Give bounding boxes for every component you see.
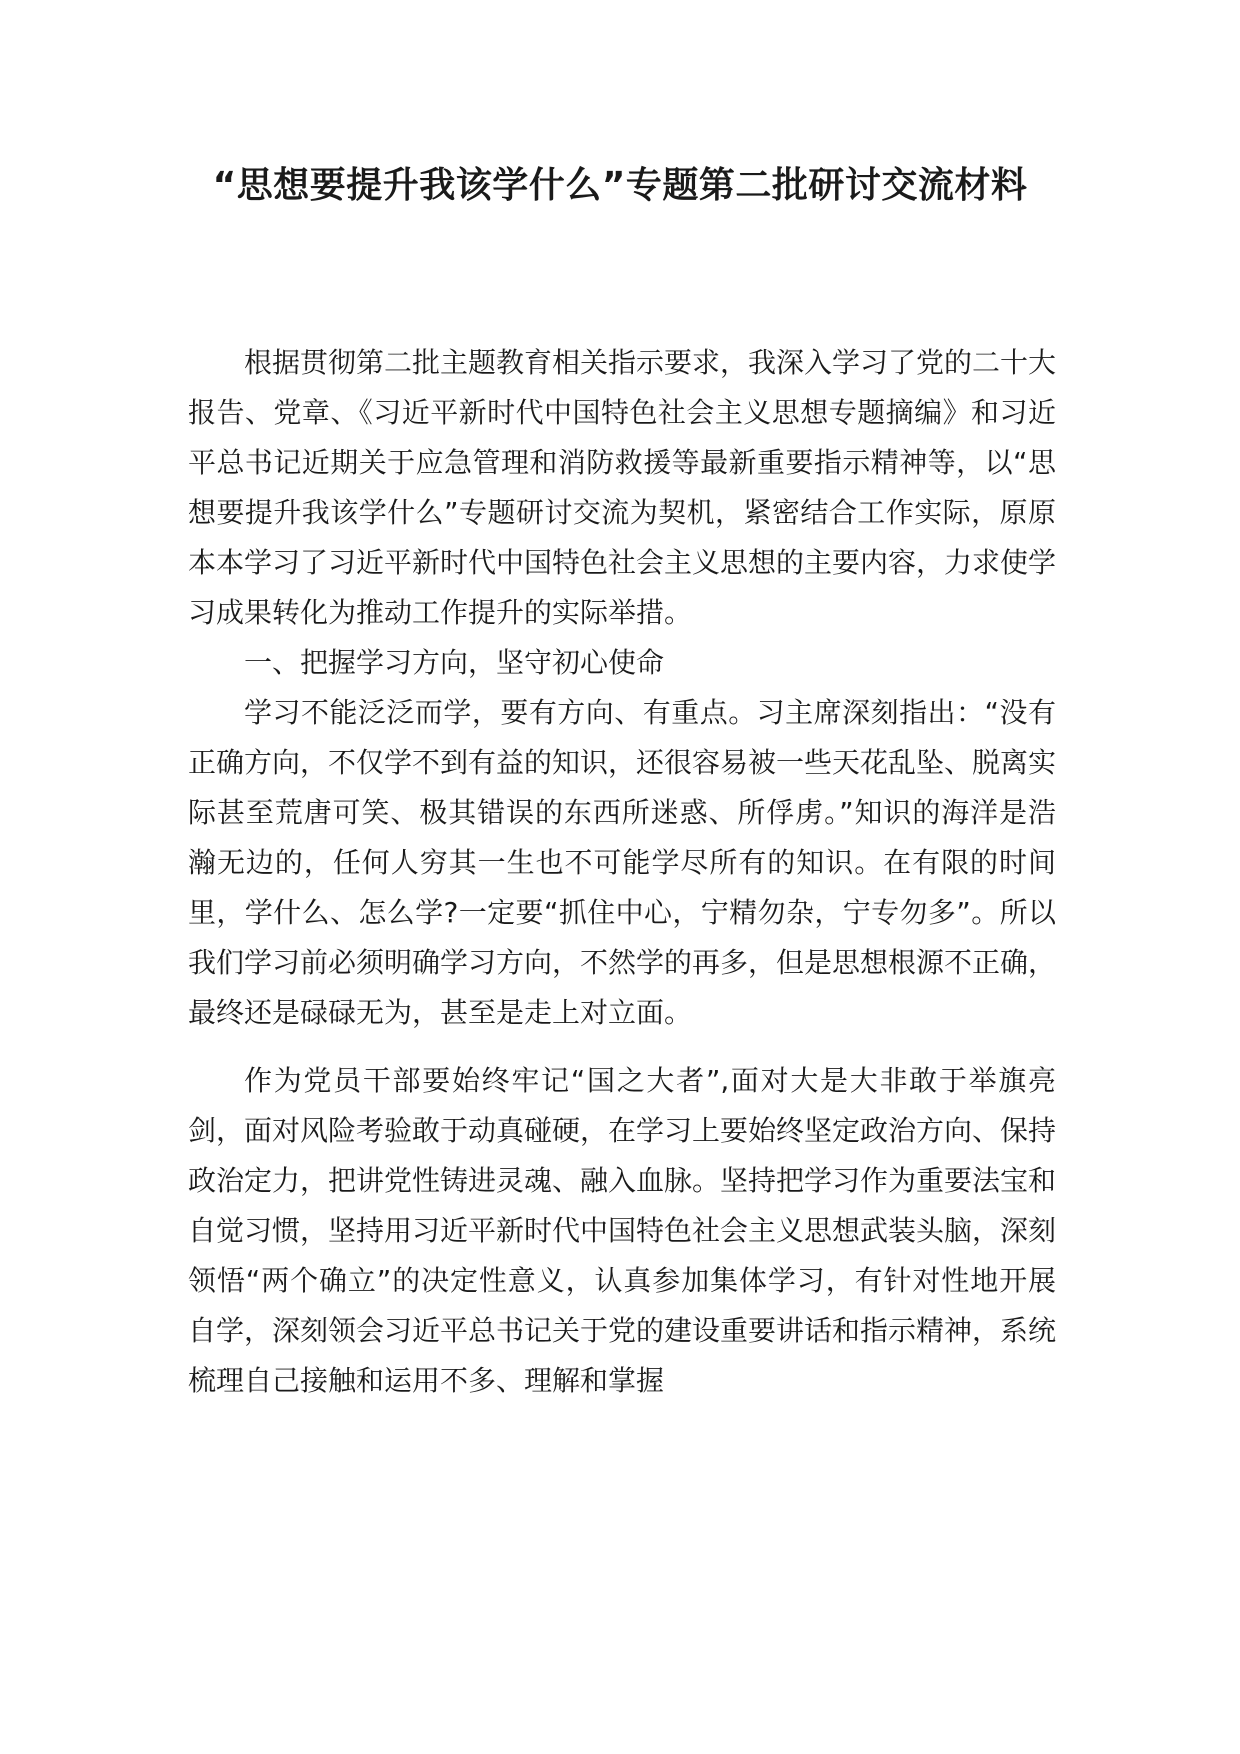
document-title: “思想要提升我该学什么”专题第二批研讨交流材料 — [212, 165, 1028, 206]
section-heading-1: 一、把握学习方向，坚守初心使命 — [244, 646, 665, 679]
document-body — [188, 338, 1056, 1406]
paragraph-party-member: 作为党员干部要始终牢记“国之大者”,面对大是大非敢于举旗亮剑，面对风险考验敢于动真碰硬，在学习上要始终坚定政治方向、保持政治定力，把讲党性铸进灵魂、融入血脉。坚持把学习作为重要法宝和自觉习惯，坚持用习近平新时代中国特色社会主义思想武装头脑，深刻领悟“两个确立”的决定性意义，认真参加集体学习，有针对性地开展自学，深刻领会习近平总书记关于党的建设重要讲话和指示精神，系统梳理自己接触和运用不多、理解和掌握 — [188, 1064, 1057, 1397]
paragraph-learning-direction: 学习不能泛泛而学，要有方向、有重点。习主席深刻指出：“没有正确方向，不仅学不到有益的知识，还很容易被一些天花乱坠、脱离实际甚至荒唐可笑、极其错误的东西所迷惑、所俘虏。”知识的海洋是浩瀚无边的，任何人穷其一生也不可能学尽所有的知识。在有限的时间里，学什么、怎么学?一定要“抓住中心，宁精勿杂，宁专勿多”。所以我们学习前必须明确学习方向，不然学的再多，但是思想根源不正确，最终还是碌碌无为，甚至是走上对立面。 — [188, 696, 1057, 1029]
paragraph-intro: 根据贯彻第二批主题教育相关指示要求，我深入学习了党的二十大报告、党章、《习近平新时代中国特色社会主义思想专题摘编》和习近平总书记近期关于应急管理和消防救援等最新重要指示精神等，以“思想要提升我该学什么”专题研讨交流为契机，紧密结合工作实际，原原本本学习了习近平新时代中国特色社会主义思想的主要内容，力求使学习成果转化为推动工作提升的实际举措。 — [188, 346, 1057, 629]
